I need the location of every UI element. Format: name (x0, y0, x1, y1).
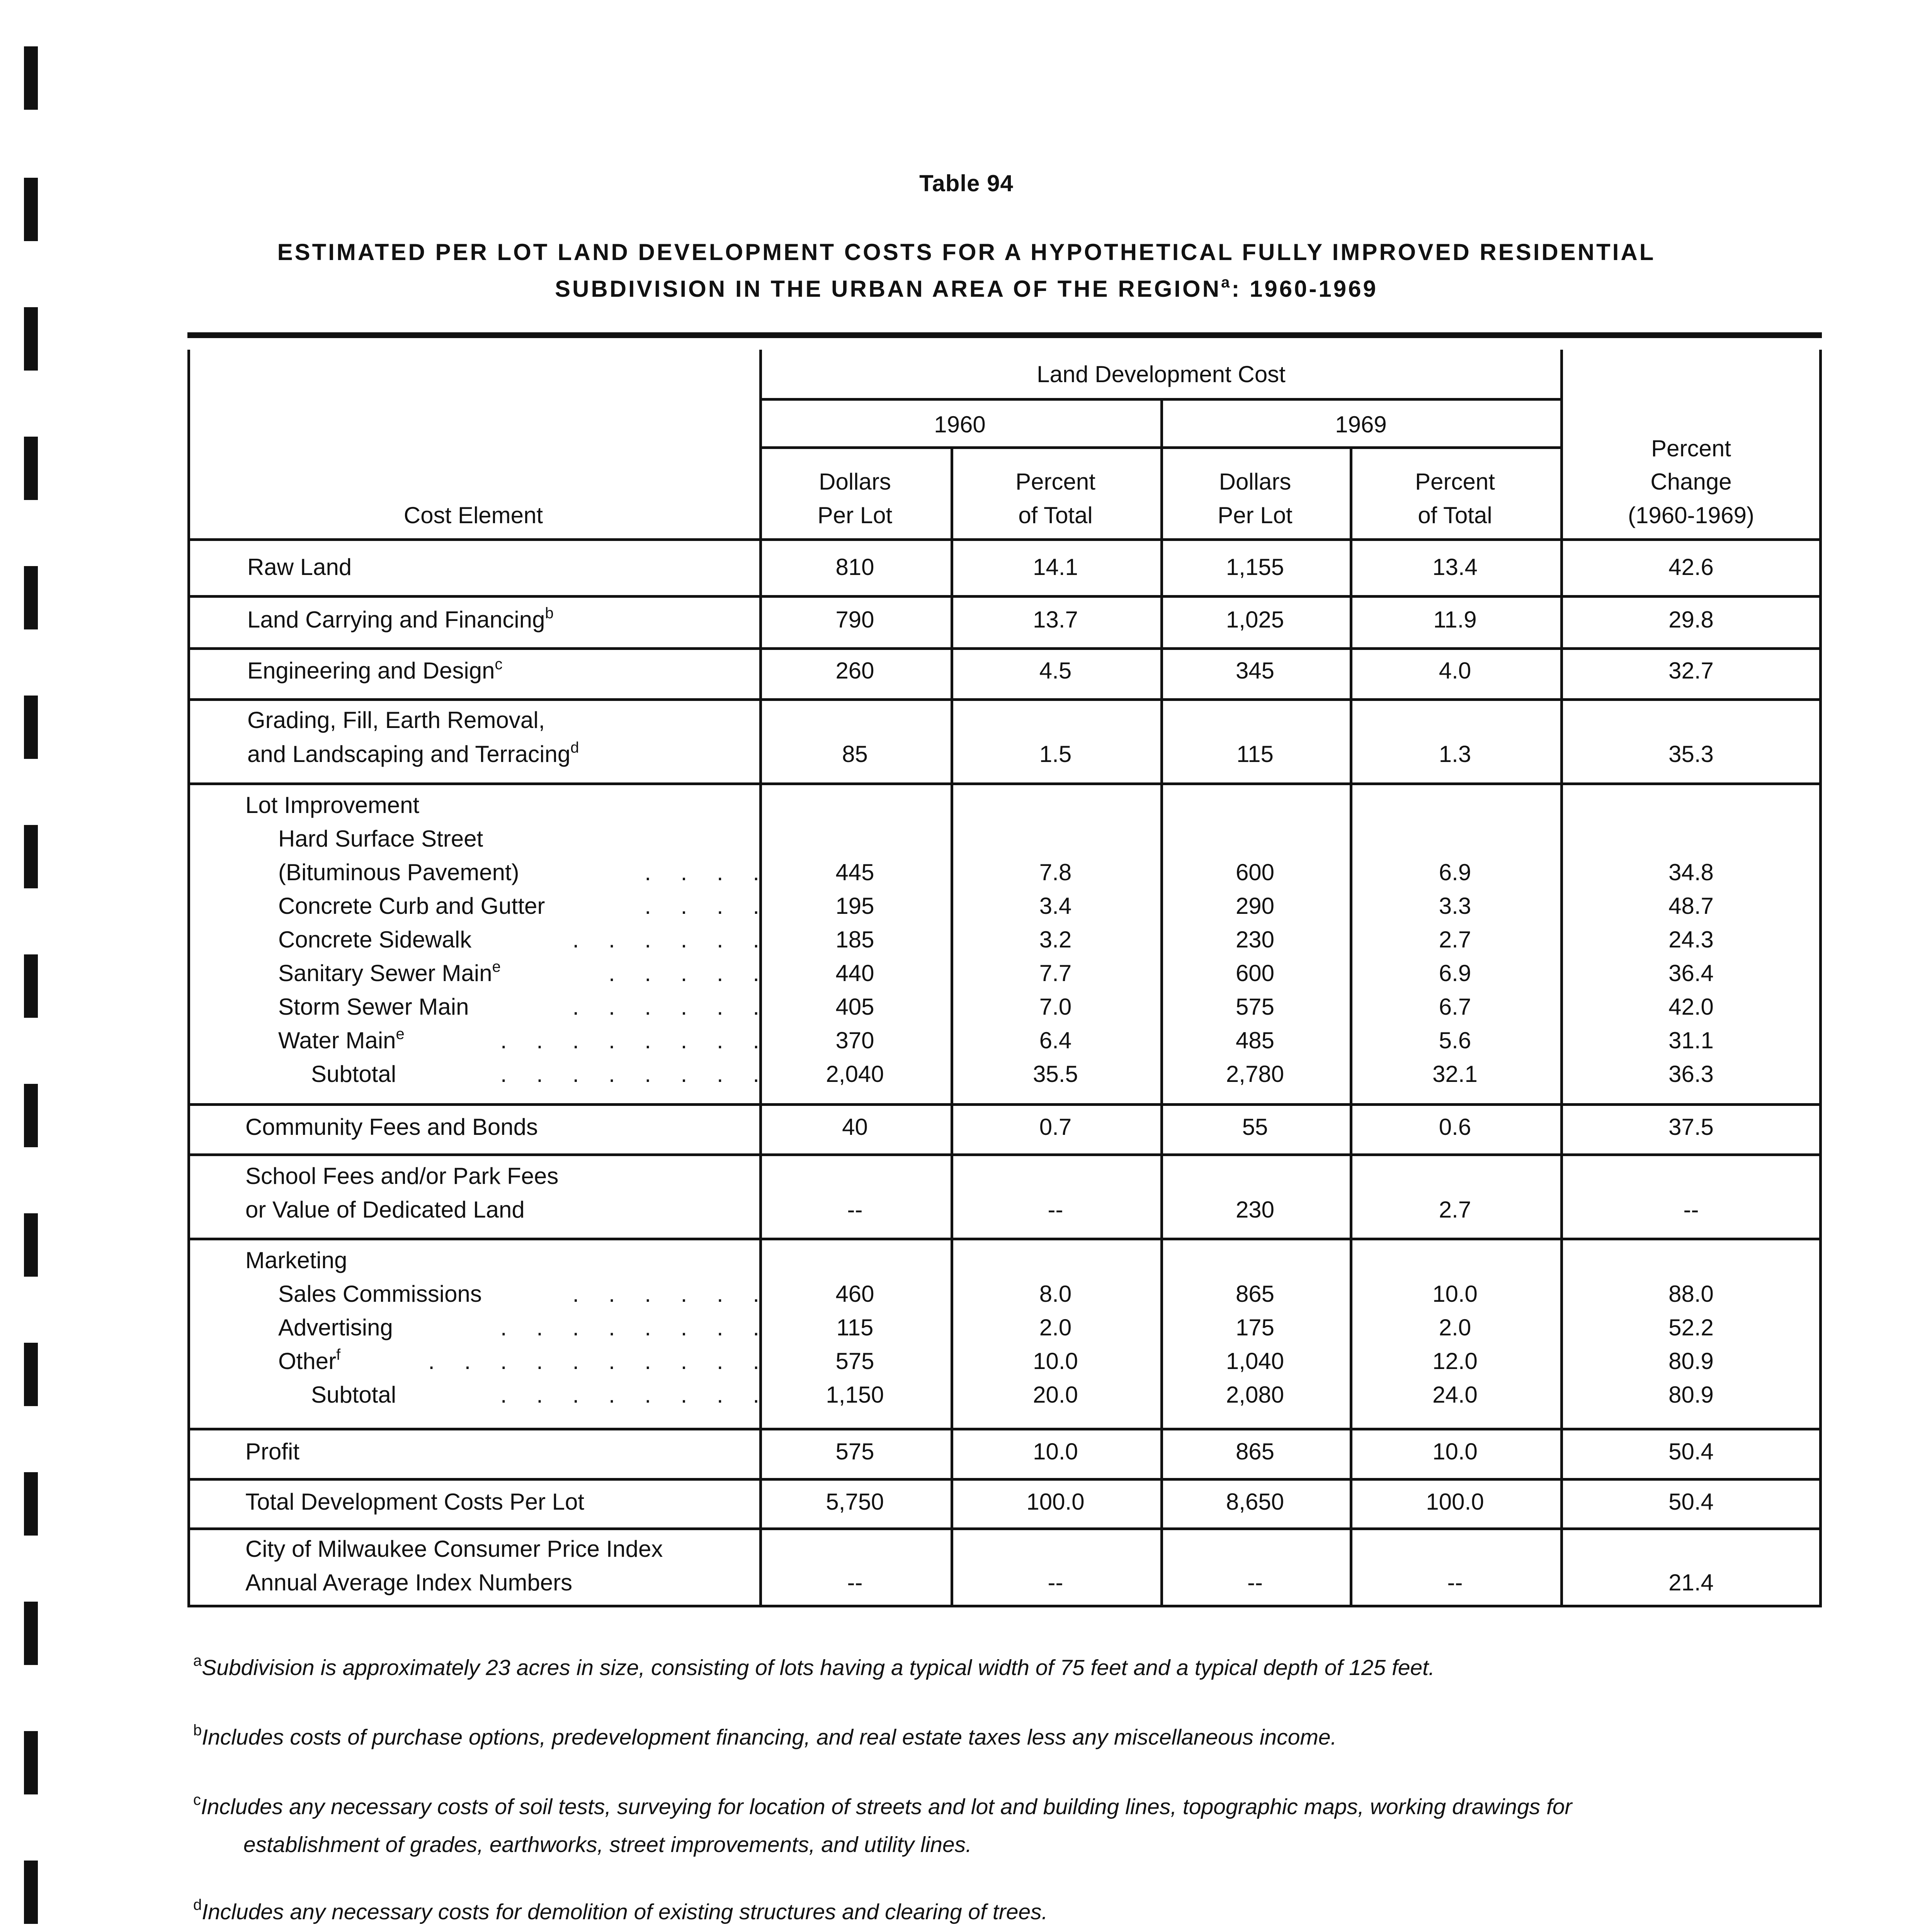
footnote-b: $^b$Includes costs of purchase options, predevelopment financing, and real estate taxes less any miscellaneous income. (193, 1722, 1337, 1750)
table-row: Sanitary Sewer Main$^e$ . . . . . 440 7.7 600 6.9 36.4 (278, 958, 1714, 986)
header-percent-change: Percent (1651, 435, 1731, 461)
edge-mark (24, 1084, 38, 1147)
row-rule (187, 647, 1822, 650)
table-row: or Value of Dedicated Land -- -- 230 2.7 -- (245, 1197, 1699, 1223)
edge-mark (24, 46, 38, 110)
header-percent-change: (1960-1969) (1628, 502, 1754, 528)
row-rule (187, 1153, 1822, 1156)
table-row: School Fees and/or Park Fees (245, 1163, 559, 1189)
header-year-1960: 1960 (934, 412, 986, 437)
row-rule (187, 1527, 1822, 1530)
table-row: Marketing (245, 1247, 347, 1273)
edge-mark (24, 1213, 38, 1277)
table-row: Grading, Fill, Earth Removal, (247, 707, 545, 733)
header-bottom-rule (187, 538, 1822, 541)
edge-mark (24, 307, 38, 371)
footnotes (193, 1650, 1816, 1932)
table-number: Table 94 (919, 170, 1014, 196)
subtotal-row: Subtotal . . . . . . . . 2,040 35.5 2,780 32.1 36.3 (311, 1061, 1714, 1087)
header-rule (759, 446, 1563, 449)
edge-mark (24, 1343, 38, 1406)
table-title (0, 234, 1932, 310)
edge-mark (24, 1861, 38, 1924)
edge-mark (24, 1602, 38, 1665)
subtotal-row: Subtotal . . . . . . . . 1,150 20.0 2,080 24.0 80.9 (311, 1382, 1714, 1408)
table-row: Concrete Sidewalk . . . . . . 185 3.2 230 2.7 24.3 (278, 927, 1714, 952)
header-rule (759, 398, 1563, 401)
edge-mark (24, 1472, 38, 1536)
row-rule (187, 698, 1822, 701)
header-percent: Percent (1415, 469, 1495, 495)
header-cost-element: Cost Element (403, 502, 543, 528)
table-bottom-rule (187, 1605, 1822, 1607)
footnote-c: $^c$Includes any necessary costs of soil tests, surveying for location of streets and lot and building lines, topographic maps, working drawings for establishment of grades, earthworks, street improvements, and utility lines. (193, 1791, 1572, 1857)
title-line-2: SUBDIVISION IN THE URBAN AREA OF THE REGION$^a$: 1960-1969 (555, 274, 1378, 302)
header-percent-change: Change (1650, 469, 1732, 495)
edge-mark (24, 954, 38, 1018)
table-row: Community Fees and Bonds 40 0.7 55 0.6 37.5 (245, 1114, 1714, 1140)
edge-mark (24, 696, 38, 759)
header-dollars: Dollars (1219, 469, 1291, 495)
row-rule (187, 1238, 1822, 1240)
table-row: Other$^f$ . . . . . . . . . . 575 10.0 1,040 12.0 80.9 (278, 1346, 1714, 1374)
table-row: Hard Surface Street (278, 826, 483, 852)
table-row: Raw Land 810 14.1 1,155 13.4 42.6 (247, 554, 1714, 580)
table-row: (Bituminous Pavement) . . . . 445 7.8 600 6.9 34.8 (278, 859, 1714, 885)
edge-mark (24, 825, 38, 888)
header-year-1969: 1969 (1335, 412, 1387, 437)
table-row: Annual Average Index Numbers -- -- -- -- 21.4 (245, 1570, 1714, 1595)
header-of-total: of Total (1018, 502, 1093, 528)
footnote-d: $^d$Includes any necessary costs for demolition of existing structures and clearing of trees. (193, 1896, 1048, 1924)
table-row: Storm Sewer Main . . . . . . 405 7.0 575 6.7 42.0 (278, 994, 1714, 1020)
cost-table (187, 350, 1822, 1607)
table-row: Profit 575 10.0 865 10.0 50.4 (245, 1439, 1714, 1464)
table-row: Lot Improvement (245, 792, 420, 818)
row-rule (187, 595, 1822, 598)
table-row: Engineering and Design$^c$ 260 4.5 345 4.0 32.7 (247, 656, 1714, 684)
header-dollars: Dollars (819, 469, 891, 495)
table-row: Water Main$^e$ . . . . . . . . 370 6.4 485 5.6 31.1 (278, 1026, 1714, 1053)
table-row: Concrete Curb and Gutter . . . . 195 3.4 290 3.3 48.7 (278, 893, 1714, 919)
footnote-a: $^a$Subdivision is approximately 23 acres in size, consisting of lots having a typical width of 75 feet and a typical depth of 125 feet. (193, 1652, 1435, 1680)
header-per-lot: Per Lot (1218, 502, 1293, 528)
header-per-lot: Per Lot (817, 502, 893, 528)
table-row: Land Carrying and Financing$^b$ 790 13.7 1,025 11.9 29.8 (247, 605, 1714, 633)
table-row: Sales Commissions . . . . . . 460 8.0 865 10.0 88.0 (278, 1281, 1714, 1307)
row-rule (187, 1103, 1822, 1106)
header-percent: Percent (1015, 469, 1095, 495)
edge-mark (24, 566, 38, 629)
edge-mark (24, 1731, 38, 1794)
table-row: and Landscaping and Terracing$^d$ 85 1.5 115 1.3 35.3 (247, 739, 1714, 767)
edge-mark (24, 437, 38, 500)
title-line-1: ESTIMATED PER LOT LAND DEVELOPMENT COSTS FOR A HYPOTHETICAL FULLY IMPROVED RESIDENTIAL (277, 239, 1656, 265)
row-rule (187, 782, 1822, 785)
table-row: Advertising . . . . . . . . 115 2.0 175 2.0 52.2 (278, 1315, 1714, 1340)
header-land-development-cost: Land Development Cost (1037, 361, 1286, 387)
row-rule (187, 1428, 1822, 1430)
row-rule (187, 1478, 1822, 1481)
table-row: City of Milwaukee Consumer Price Index (245, 1536, 663, 1562)
table-top-rule (187, 332, 1822, 338)
header-of-total: of Total (1418, 502, 1492, 528)
total-row: Total Development Costs Per Lot 5,750 100.0 8,650 100.0 50.4 (245, 1489, 1714, 1515)
